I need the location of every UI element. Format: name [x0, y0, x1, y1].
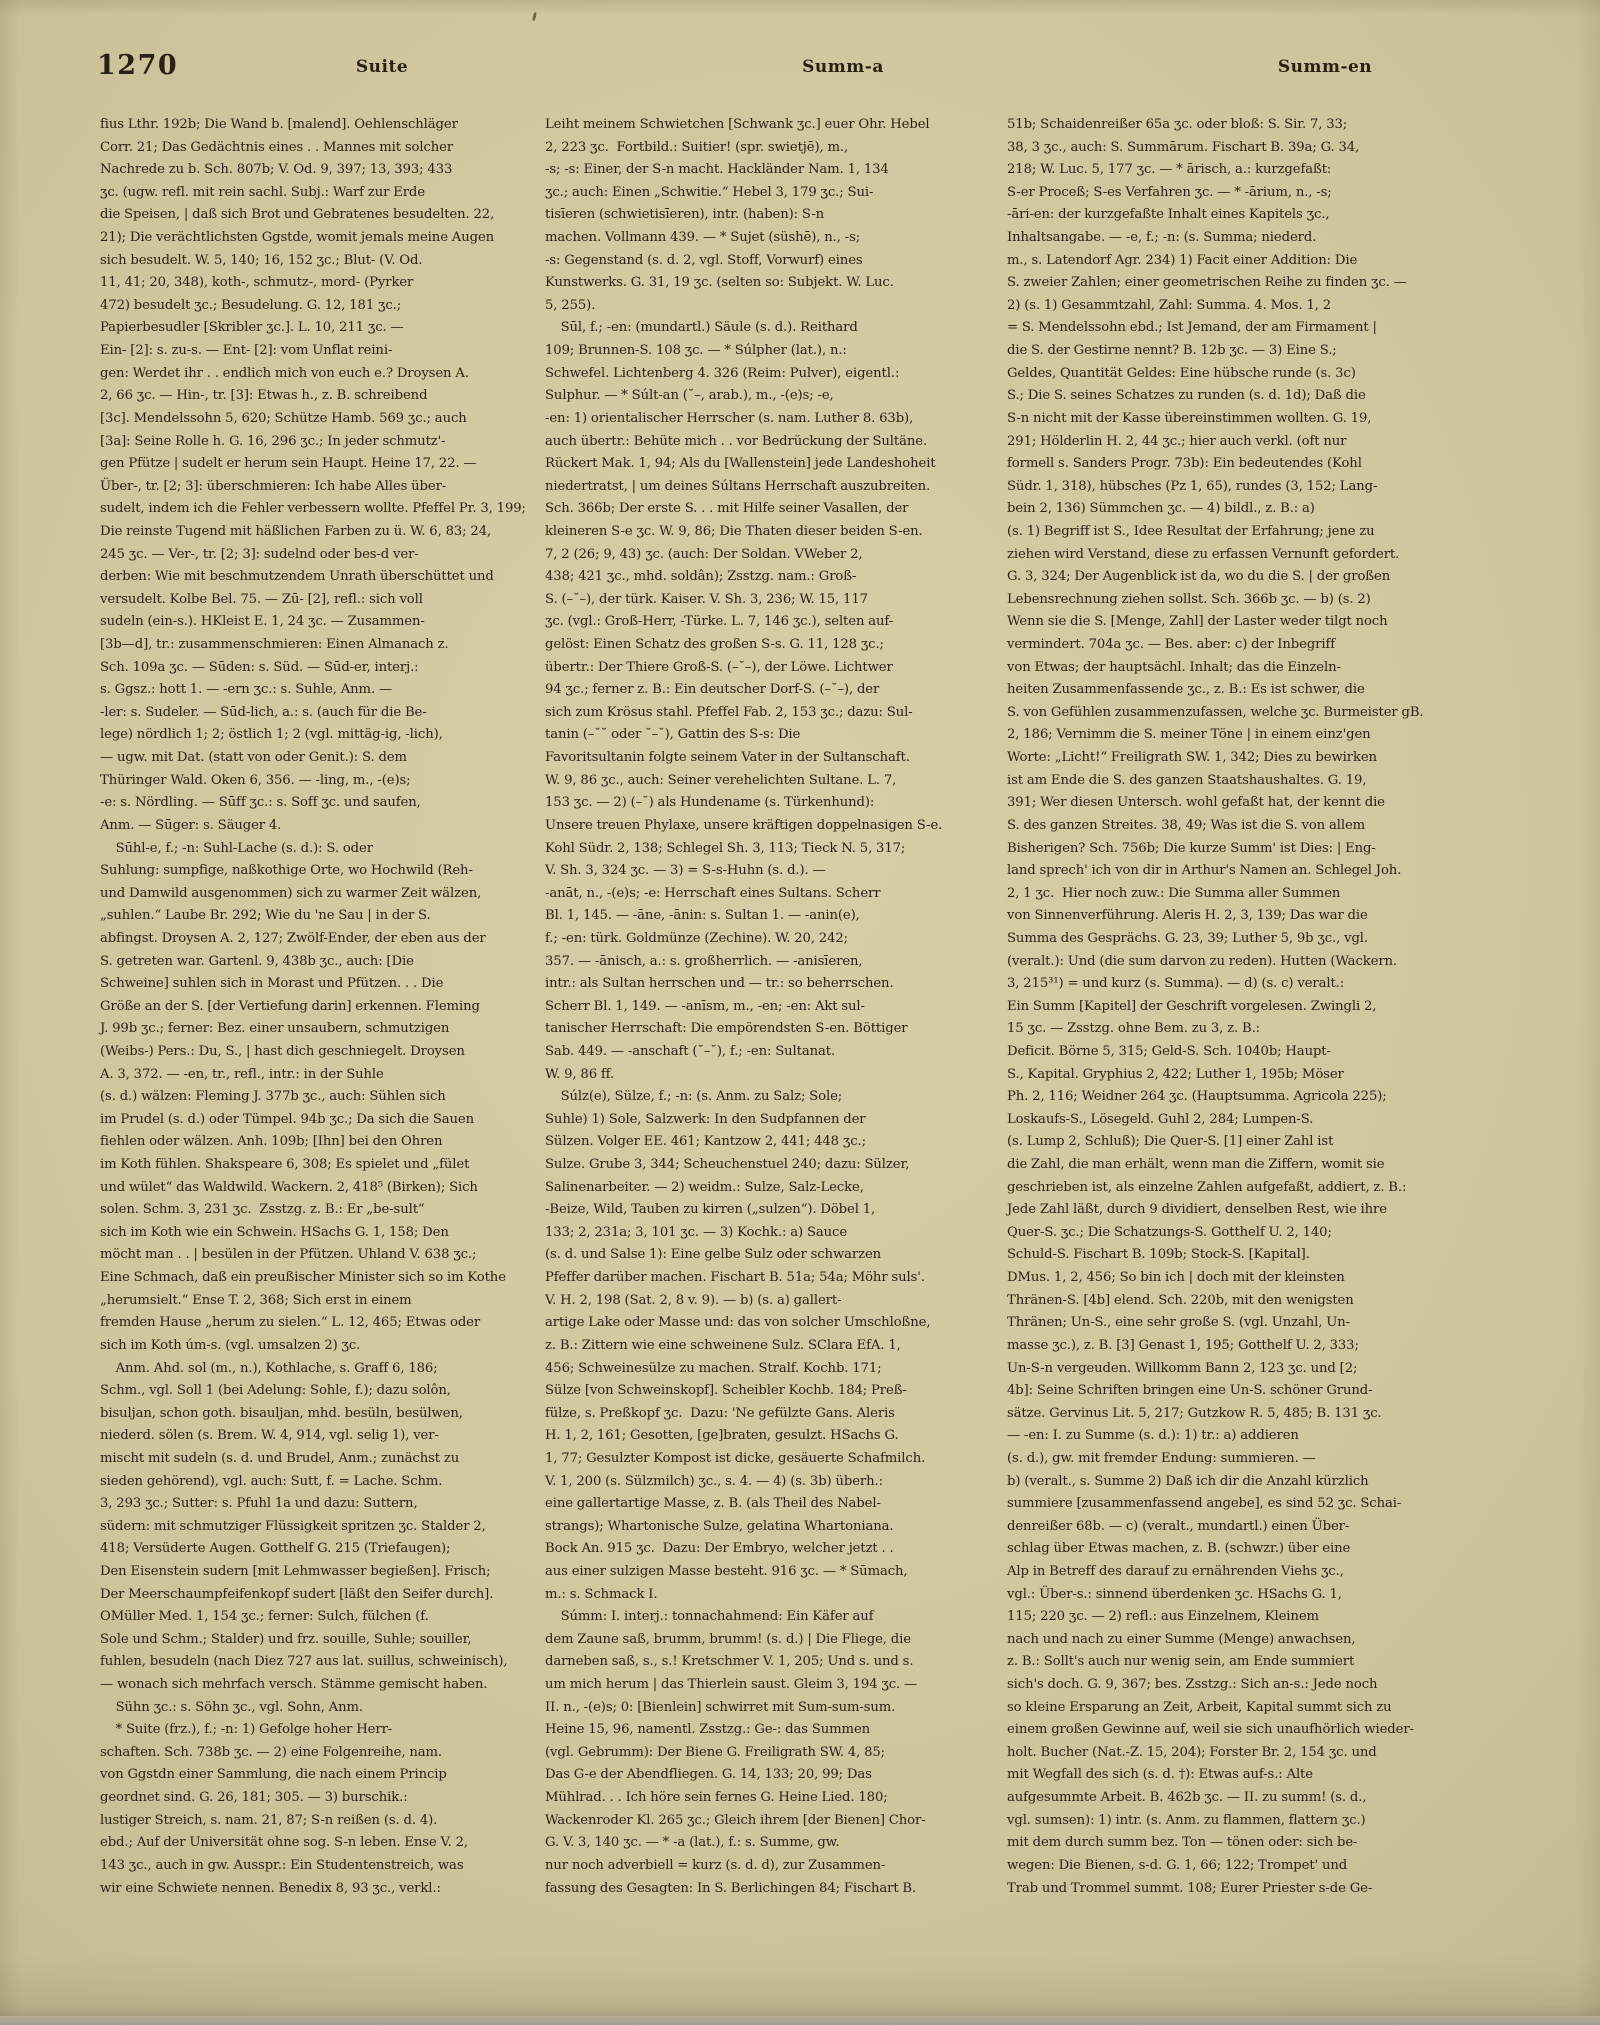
text-line: geordnet sind. G. 26, 181; 305. — 3) burschik.: — [100, 1790, 408, 1806]
text-line: II. n., -(e)s; 0: [Bienlein] schwirret mit Sum-sum-sum. — [545, 1699, 896, 1715]
text-line: Den Eisenstein sudern [mit Lehmwasser begießen]. Frisch; — [100, 1564, 491, 1579]
text-line: 153 ʒc. — 2) (–˘) als Hundename (s. Türkenhund): — [545, 795, 875, 811]
text-line: S.; Die S. seines Schatzes zu runden (s. d. 1d); Daß die — [1007, 388, 1366, 404]
text-line: Mühlrad. . . Ich höre sein fernes G. Heine Lied. 180; — [545, 1790, 888, 1806]
text-line: s. Ggsz.: hott 1. — -ern ʒc.: s. Suhle, Anm. — — [100, 682, 393, 698]
text-line: Schm., vgl. Soll 1 (bei Adelung: Sohle, f.); dazu solôn, — [100, 1383, 451, 1399]
text-line: fiehlen oder wälzen. Anh. 109b; [Ihn] bei den Ohren — [100, 1134, 443, 1150]
text-line: V. 1, 200 (s. Sülzmilch) ʒc., s. 4. — 4) (s. 3b) überh.: — [545, 1473, 883, 1489]
text-line: S. des ganzen Streites. 38, 49; Was ist die S. von allem — [1007, 817, 1366, 833]
text-line: Favoritsultanin folgte seinem Vater in der Sultanschaft. — [545, 750, 910, 766]
text-line: fius Lthr. 192b; Die Wand b. [malend]. Oehlenschläger — [100, 117, 458, 132]
text-line: wir eine Schwiete nennen. Benedix 8, 93 ʒc., verkl.: — [100, 1880, 441, 1896]
text-line: denreißer 68b. — c) (veralt., mundartl.) einen Über- — [1007, 1518, 1350, 1534]
text-line: OMüller Med. 1, 154 ʒc.; ferner: Sulch, fülchen (f. — [100, 1609, 429, 1625]
text-line: DMus. 1, 2, 456; So bin ich | doch mit der kleinsten — [1007, 1270, 1345, 1286]
text-line: Sülzen. Volger EE. 461; Kantzow 2, 441; 448 ʒc.; — [545, 1134, 866, 1150]
text-line: S. getreten war. Gartenl. 9, 438b ʒc., auch: [Die — [100, 953, 414, 969]
dictionary-column-3 — [1007, 114, 1445, 1900]
text-line: geschrieben ist, als einzelne Zahlen aufgefaßt, addiert, z. B.: — [1007, 1179, 1407, 1195]
text-line: Sülze [von Schweinskopf]. Scheibler Kochb. 184; Preß- — [545, 1383, 907, 1399]
text-line: wegen: Die Bienen, s-d. G. 1, 66; 122; Trompet' und — [1007, 1857, 1348, 1873]
text-line: Pfeffer darüber machen. Fischart B. 51a; 54a; Möhr suls'. — [545, 1270, 925, 1286]
text-line: summiere [zusammenfassend angebe], es sind 52 ʒc. Schai- — [1007, 1496, 1402, 1512]
text-line: 11, 41; 20, 348), koth-, schmutz-, mord- (Pyrker — [100, 275, 414, 291]
text-line: um mich herum | das Thierlein saust. Gleim 3, 194 ʒc. — — [545, 1677, 918, 1693]
text-line: Ein Summ [Kapitel] der Geschrift vorgelesen. Zwingli 2, — [1007, 998, 1377, 1014]
text-line: H. 1, 2, 161; Gesotten, [ge]braten, gesulzt. HSachs G. — [545, 1428, 899, 1444]
text-line: 245 ʒc. — Ver-, tr. [2; 3]: sudelnd oder bes-d ver- — [100, 546, 419, 562]
text-line: Suhlung: sumpfige, naßkothige Orte, wo Hochwild (Reh- — [100, 863, 473, 879]
text-line: mit Wegfall des sich (s. d. †): Etwas auf-s.: Alte — [1007, 1767, 1313, 1783]
text-line: Kohl Südr. 2, 138; Schlegel Sh. 3, 113; Tieck N. 5, 317; — [545, 840, 906, 856]
text-line: ʒc.; auch: Einen „Schwitie.“ Hebel 3, 179 ʒc.; Sui- — [545, 184, 874, 200]
text-line: 2, 66 ʒc. — Hin-, tr. [3]: Etwas h., z. B. schreibend — [100, 388, 428, 404]
text-line: Sulphur. — * Súlt-an (˘–, arab.), m., -(e)s; -e, — [545, 388, 834, 404]
text-line: Worte: „Licht!“ Freiligrath SW. 1, 342; Dies zu bewirken — [1007, 750, 1377, 766]
text-line: Leiht meinem Schwietchen [Schwank ʒc.] euer Ohr. Hebel — [545, 117, 930, 132]
text-line: von Etwas; der hauptsächl. Inhalt; das die Einzeln- — [1007, 659, 1341, 675]
text-line: Über-, tr. [2; 3]: überschmieren: Ich habe Alles über- — [100, 478, 447, 494]
text-line: S-n nicht mit der Kasse übereinstimmen wollten. G. 19, — [1007, 410, 1372, 426]
text-line: sieden gehörend), vgl. auch: Sutt, f. = Lache. Schm. — [100, 1473, 443, 1489]
text-line: Loskaufs-S., Lösegeld. Guhl 2, 284; Lumpen-S. — [1007, 1111, 1314, 1127]
text-line: Sulze. Grube 3, 344; Scheuchenstuel 240; dazu: Sülzer, — [545, 1157, 910, 1173]
text-line: Rückert Mak. 1, 94; Als du [Wallenstein] jede Landeshoheit — [545, 456, 936, 472]
text-line: vgl. sumsen): 1) intr. (s. Anm. zu flammen, flattern ʒc.) — [1007, 1812, 1366, 1828]
scan-bottom-edge — [0, 2016, 1600, 2025]
text-line: sich im Koth úm-s. (vgl. umsalzen 2) ʒc. — [100, 1337, 361, 1353]
text-line: -āri-en: der kurzgefaßte Inhalt eines Kapitels ʒc., — [1007, 207, 1330, 223]
text-line: möcht man . . | besülen in der Pfützen. Uhland V. 638 ʒc.; — [100, 1247, 477, 1263]
text-line: fremden Hause „herum zu sielen.“ L. 12, 465; Etwas oder — [100, 1315, 481, 1331]
text-line: [3b—d], tr.: zusammenschmieren: Einen Almanach z. — [100, 637, 449, 653]
text-line: 7, 2 (26; 9, 43) ʒc. (auch: Der Soldan. VWeber 2, — [545, 546, 863, 562]
text-line: 115; 220 ʒc. — 2) refl.: aus Einzelnem, Kleinem — [1007, 1609, 1319, 1625]
text-line: Sūl, f.; -en: (mundartl.) Säule (s. d.). Reithard — [545, 320, 858, 336]
text-line: Unsere treuen Phylaxe, unsere kräftigen doppelnasigen S-e. — [545, 817, 943, 833]
text-line: im Prudel (s. d.) oder Tümpel. 94b ʒc.; Da sich die Sauen — [100, 1111, 475, 1127]
text-line: ziehen wird Verstand, diese zu erfassen Vernunft gefordert. — [1007, 546, 1400, 562]
text-line: m.: s. Schmack I. — [545, 1586, 658, 1602]
text-line: Salinenarbeiter. — 2) weidm.: Sulze, Salz-Lecke, — [545, 1179, 864, 1195]
text-line: (vgl. Gebrumm): Der Biene G. Freiligrath SW. 4, 85; — [545, 1744, 885, 1760]
text-line: Sch. 366b; Der erste S. . . mit Hilfe seiner Vasallen, der — [545, 501, 909, 517]
text-line: sich besudelt. W. 5, 140; 16, 152 ʒc.; Blut- (V. Od. — [100, 252, 423, 268]
text-line: im Koth fühlen. Shakspeare 6, 308; Es spielet und „fület — [100, 1157, 470, 1173]
dictionary-column-2 — [545, 114, 978, 1900]
text-line: sich zum Krösus stahl. Pfeffel Fab. 2, 153 ʒc.; dazu: Sul- — [545, 704, 913, 720]
text-line: (Weibs-) Pers.: Du, S., | hast dich geschniegelt. Droysen — [100, 1043, 465, 1059]
text-line: 2, 1 ʒc. Hier noch zuw.: Die Summa aller Summen — [1007, 885, 1341, 901]
text-line: tanischer Herrschaft: Die empörendsten S-en. Böttiger — [545, 1021, 908, 1037]
text-line: bein 2, 136) Sümmchen ʒc. — 4) bildl., z. B.: a) — [1007, 501, 1315, 517]
text-line: V. H. 2, 198 (Sat. 2, 8 v. 9). — b) (s. a) gallert- — [545, 1292, 842, 1308]
text-line: Corr. 21; Das Gedächtnis eines . . Mannes mit solcher — [100, 139, 454, 155]
text-line: Sole und Schm.; Stalder) und frz. souille, Suhle; souiller, — [100, 1631, 472, 1647]
text-line: 291; Hölderlin H. 2, 44 ʒc.; hier auch verkl. (oft nur — [1007, 433, 1347, 449]
text-line: 2, 223 ʒc. Fortbild.: Suitier! (spr. swietjē), m., — [545, 139, 849, 155]
text-line: masse ʒc.), z. B. [3] Genast 1, 195; Gotthelf U. 2, 333; — [1007, 1337, 1359, 1353]
text-line: Suhle) 1) Sole, Salzwerk: In den Sudpfannen der — [545, 1111, 866, 1127]
text-line: 1, 77; Gesulzter Kompost ist dicke, gesäuerte Schafmilch. — [545, 1450, 926, 1466]
text-line: formell s. Sanders Progr. 73b): Ein bedeutendes (Kohl — [1007, 456, 1362, 472]
text-line: Sch. 109a ʒc. — Sūden: s. Süd. — Sūd-er, interj.: — [100, 659, 419, 675]
text-line: auch übertr.: Behüte mich . . vor Bedrückung der Sultäne. — [545, 433, 928, 449]
text-line: Ph. 2, 116; Weidner 264 ʒc. (Hauptsumma. Agricola 225); — [1007, 1089, 1387, 1105]
text-line: 438; 421 ʒc., mhd. soldân); Zsstzg. nam.: Groß- — [545, 569, 857, 585]
text-line: b) (veralt., s. Summe 2) Daß ich dir die Anzahl kürzlich — [1007, 1473, 1369, 1489]
text-line: land sprech' ich von dir in Arthur's Namen an. Schlegel Joh. — [1007, 863, 1402, 879]
text-line: Heine 15, 96, namentl. Zsstzg.: Ge-: das Summen — [545, 1722, 871, 1738]
text-line: Thränen; Un-S., eine sehr große S. (vgl. Unzahl, Un- — [1007, 1315, 1351, 1331]
text-line: fassung des Gesagten: In S. Berlichingen 84; Fischart B. — [545, 1880, 917, 1896]
text-line: Wackenroder Kl. 265 ʒc.; Gleich ihrem [der Bienen] Chor- — [545, 1812, 926, 1828]
text-line: Sühn ʒc.: s. Söhn ʒc., vgl. Sohn, Anm. — [100, 1699, 363, 1715]
text-line: Súlz(e), Sülze, f.; -n: (s. Anm. zu Salz; Sole; — [545, 1089, 843, 1105]
text-line: sich im Koth wie ein Schwein. HSachs G. 1, 158; Den — [100, 1224, 449, 1240]
text-line: -anāt, n., -(e)s; -e: Herrschaft eines Sultans. Scherr — [545, 885, 881, 901]
text-line: kleineren S-e ʒc. W. 9, 86; Die Thaten dieser beiden S-en. — [545, 523, 923, 539]
text-line: gelöst: Einen Schatz des großen S-s. G. 11, 128 ʒc.; — [545, 637, 884, 653]
text-line: 218; W. Luc. 5, 177 ʒc. — * ārisch, a.: kurzgefaßt: — [1007, 162, 1332, 178]
catchword-suite: Suite — [355, 57, 409, 77]
text-line: z. B.: Zittern wie eine schweinene Sulz. SClara EfA. 1, — [545, 1337, 901, 1353]
text-line: W. 9, 86 ff. — [545, 1066, 615, 1082]
text-line: 2) (s. 1) Gesammtzahl, Zahl: Summa. 4. Mos. 1, 2 — [1007, 297, 1332, 313]
text-line: südern: mit schmutziger Flüssigkeit spritzen ʒc. Stalder 2, — [100, 1518, 486, 1534]
text-line: Jede Zahl läßt, durch 9 dividiert, denselben Rest, wie ihre — [1007, 1202, 1387, 1218]
text-line: sich's doch. G. 9, 367; bes. Zsstzg.: Sich an-s.: Jede noch — [1007, 1677, 1378, 1693]
text-line: 2, 186; Vernimm die S. meiner Töne | in einem einz'gen — [1007, 727, 1371, 743]
text-line: abfingst. Droysen A. 2, 127; Zwölf-Ender, der eben aus der — [100, 930, 486, 946]
text-line: G. 3, 324; Der Augenblick ist da, wo du die S. | der großen — [1007, 569, 1391, 585]
text-line: Größe an der S. [der Vertiefung darin] erkennen. Fleming — [100, 998, 480, 1014]
text-line: eine gallertartige Masse, z. B. (als Theil des Nabel- — [545, 1496, 881, 1512]
text-line: G. V. 3, 140 ʒc. — * -a (lat.), f.: s. Summe, gw. — [545, 1835, 840, 1851]
text-line: derben: Wie mit beschmutzendem Unrath überschüttet und — [100, 569, 494, 585]
text-line: -en: 1) orientalischer Herrscher (s. nam. Luther 8. 63b), — [545, 410, 914, 426]
text-line: Wenn sie die S. [Menge, Zahl] der Laster weder tilgt noch — [1007, 614, 1388, 630]
text-line: versudelt. Kolbe Bel. 75. — Zū- [2], refl.: sich voll — [100, 591, 423, 607]
text-line: Un-S-n vergeuden. Willkomm Bann 2, 123 ʒc. und [2; — [1007, 1360, 1358, 1376]
text-line: Nachrede zu b. Sch. 807b; V. Od. 9, 397; 13, 393; 433 — [100, 162, 453, 178]
text-line: 472) besudelt ʒc.; Besudelung. G. 12, 181 ʒc.; — [100, 297, 402, 313]
text-line: S-er Proceß; S-es Verfahren ʒc. — * -ārium, n., -s; — [1007, 184, 1332, 200]
text-line: übertr.: Der Thiere Groß-S. (–˘–), der Löwe. Lichtwer — [545, 659, 893, 675]
text-line: (veralt.): Und (die sum darvon zu reden). Hutten (Wackern. — [1007, 953, 1398, 969]
text-line: Der Meerschaumpfeifenkopf sudert [läßt den Seifer durch]. — [100, 1586, 494, 1602]
text-line: W. 9, 86 ʒc., auch: Seiner verehelichten Sultane. L. 7, — [545, 772, 897, 788]
text-line: Quer-S. ʒc.; Die Schatzungs-S. Gotthelf U. 2, 140; — [1007, 1224, 1332, 1240]
text-line: 5, 255). — [545, 297, 596, 313]
text-line: „herumsielt.“ Ense T. 2, 368; Sich erst in einem — [100, 1292, 412, 1308]
text-line: gen Pfütze | sudelt er herum sein Haupt. Heine 17, 22. — — [100, 456, 477, 472]
text-line: 38, 3 ʒc., auch: S. Summārum. Fischart B. 39a; G. 34, — [1007, 139, 1360, 155]
dictionary-column-1 — [100, 114, 533, 1900]
text-line: 4b]: Seine Schriften bringen eine Un-S. schöner Grund- — [1007, 1383, 1373, 1399]
text-line: und wület“ das Waldwild. Wackern. 2, 418⁵ (Birken); Sich — [100, 1179, 478, 1195]
text-line: Eine Schmach, daß ein preußischer Minister sich so im Kothe — [100, 1270, 506, 1286]
text-line: -ler: s. Sudeler. — Sūd-lich, a.: s. (auch für die Be- — [100, 704, 427, 720]
text-line: so kleine Ersparung an Zeit, Arbeit, Kapital summt sich zu — [1007, 1699, 1392, 1715]
text-line: Inhaltsangabe. — -e, f.; -n: (s. Summa; niederd. — [1007, 230, 1317, 246]
text-line: 109; Brunnen-S. 108 ʒc. — * Súlpher (lat.), n.: — [545, 343, 847, 359]
text-line: m., s. Latendorf Agr. 234) 1) Facit einer Addition: Die — [1007, 252, 1358, 268]
text-line: Alp in Betreff des darauf zu ernährenden Viehs ʒc., — [1007, 1564, 1344, 1579]
catchword-summ-en: Summ-en — [1277, 57, 1373, 77]
text-line: Trab und Trommel summt. 108; Eurer Priester s-de Ge- — [1007, 1880, 1373, 1896]
text-line: „suhlen.“ Laube Br. 292; Wie du 'ne Sau | in der S. — [100, 908, 431, 924]
text-line: schlag über Etwas machen, z. B. (schwzr.) über eine — [1007, 1541, 1351, 1557]
text-line: artige Lake oder Masse und: das von solcher Umschloßne, — [545, 1315, 931, 1331]
text-line: (s. Lump 2, Schluß); Die Quer-S. [1] einer Zahl ist — [1007, 1134, 1334, 1150]
text-line: [3c]. Mendelssohn 5, 620; Schütze Hamb. 569 ʒc.; auch — [100, 410, 467, 426]
text-line: ʒc. (vgl.: Groß-Herr, -Türke. L. 7, 146 ʒc.), selten auf- — [545, 614, 894, 630]
text-line: solen. Schm. 3, 231 ʒc. Zsstzg. z. B.: Er „be-sult“ — [100, 1202, 425, 1218]
text-line: Die reinste Tugend mit häßlichen Farben zu ü. W. 6, 83; 24, — [100, 523, 492, 539]
text-line: fülze, s. Preßkopf ʒc. Dazu: 'Ne gefülzte Gans. Aleris — [545, 1405, 895, 1421]
text-line: mischt mit sudeln (s. d. und Brudel, Anm.; zunächst zu — [100, 1450, 460, 1466]
text-line: Anm. — Sūger: s. Säuger 4. — [100, 817, 282, 833]
text-line: aus einer sulzigen Masse besteht. 916 ʒc. — * Sūmach, — [545, 1564, 908, 1579]
text-line: dem Zaune saß, brumm, brumm! (s. d.) | Die Fliege, die — [545, 1631, 911, 1647]
text-line: Sab. 449. — -anschaft (˘–˘), f.; -en: Sultanat. — [545, 1043, 836, 1059]
text-line: strangs); Whartonische Sulze, gelatina Whartoniana. — [545, 1518, 894, 1534]
text-line: fuhlen, besudeln (nach Diez 727 aus lat. suillus, schweinisch), — [100, 1654, 508, 1670]
text-line: Kunstwerks. G. 31, 19 ʒc. (selten so: Subjekt. W. Luc. — [545, 275, 894, 291]
ink-speck — [532, 12, 537, 21]
text-line: -s: Gegenstand (s. d. 2, vgl. Stoff, Vorwurf) eines — [545, 252, 863, 268]
text-line: Ein- [2]: s. zu-s. — Ent- [2]: vom Unflat reini- — [100, 343, 393, 359]
text-line: sudelt, indem ich die Fehler verbessern wollte. Pfeffel Pr. 3, 199; — [100, 501, 526, 517]
text-line: Sūhl-e, f.; -n: Suhl-Lache (s. d.): S. oder — [100, 840, 373, 856]
text-line: aufgesummte Arbeit. B. 462b ʒc. — II. zu summ! (s. d., — [1007, 1790, 1367, 1806]
text-line: 391; Wer diesen Untersch. wohl gefaßt hat, der kennt die — [1007, 795, 1385, 811]
text-line: von Ggstdn einer Sammlung, die nach einem Princip — [100, 1767, 447, 1783]
text-line: * Suite (frz.), f.; -n: 1) Gefolge hoher Herr- — [100, 1722, 393, 1738]
text-line: S. zweier Zahlen; einer geometrischen Reihe zu finden ʒc. — — [1007, 275, 1407, 291]
text-line: (s. d. und Salse 1): Eine gelbe Sulz oder schwarzen — [545, 1247, 882, 1263]
text-line: sudeln (ein-s.). HKleist E. 1, 24 ʒc. — Zusammen- — [100, 614, 425, 630]
text-line: holt. Bucher (Nat.-Z. 15, 204); Forster Br. 2, 154 ʒc. und — [1007, 1744, 1377, 1760]
text-line: (s. d.), gw. mit fremder Endung: summieren. — — [1007, 1450, 1316, 1466]
text-line: = S. Mendelssohn ebd.; Ist Jemand, der am Firmament | — [1007, 320, 1377, 336]
text-line: Schweine] suhlen sich in Morast und Pfützen. . . Die — [100, 976, 444, 992]
text-line: vermindert. 704a ʒc. — Bes. aber: c) der Inbegriff — [1007, 637, 1336, 653]
text-line: 3, 215³¹) = und kurz (s. Summa). — d) (s. c) veralt.: — [1007, 976, 1345, 992]
text-line: — -en: I. zu Summe (s. d.): 1) tr.: a) addieren — [1007, 1428, 1299, 1444]
text-line: die Speisen, | daß sich Brot und Gebratenes besudelten. 22, — [100, 207, 495, 223]
text-line: vgl.: Über-s.: sinnend überdenken ʒc. HSachs G. 1, — [1007, 1586, 1342, 1602]
text-line: nach und nach zu einer Summe (Menge) anwachsen, — [1007, 1631, 1356, 1647]
text-line: J. 99b ʒc.; ferner: Bez. einer unsaubern, schmutzigen — [100, 1021, 450, 1037]
text-line: die S. der Gestirne nennt? B. 12b ʒc. — 3) Eine S.; — [1007, 343, 1337, 359]
text-line: intr.: als Sultan herrschen und — tr.: so beherrschen. — [545, 976, 894, 992]
text-line: z. B.: Sollt's auch nur wenig sein, am Ende summiert — [1007, 1654, 1355, 1670]
text-line: machen. Vollmann 439. — * Sujet (süshē), n., -s; — [545, 230, 861, 246]
text-line: Deficit. Börne 5, 315; Geld-S. Sch. 1040b; Haupt- — [1007, 1043, 1331, 1059]
text-line: ʒc. (ugw. refl. mit rein sachl. Subj.: Warf zur Erde — [100, 184, 425, 200]
text-line: S. (–˘–), der türk. Kaiser. V. Sh. 3, 236; W. 15, 117 — [545, 591, 868, 607]
text-line: niederd. sölen (s. Brem. W. 4, 914, vgl. selig 1), ver- — [100, 1428, 439, 1444]
text-line: Thüringer Wald. Oken 6, 356. — -ling, m., -(e)s; — [100, 772, 411, 788]
text-line: -s; -s: Einer, der S-n macht. Hackländer Nam. 1, 134 — [545, 162, 889, 178]
text-line: — ugw. mit Dat. (statt von oder Genit.): S. dem — [100, 750, 407, 766]
text-line: mit dem durch summ bez. Ton — tönen oder: sich be- — [1007, 1835, 1358, 1851]
text-line: einem großen Gewinne auf, weil sie sich unaufhörlich wieder- — [1007, 1722, 1414, 1738]
text-line: Geldes, Quantität Geldes: Eine hübsche runde (s. 3c) — [1007, 365, 1356, 381]
text-line: Schwefel. Lichtenberg 4. 326 (Reim: Pulver), eigentl.: — [545, 365, 900, 381]
text-line: bisuljan, schon goth. bisauljan, mhd. besüln, besülwen, — [100, 1405, 463, 1421]
text-line: 21); Die verächtlichsten Ggstde, womit jemals meine Augen — [100, 230, 495, 246]
text-line: ist am Ende die S. des ganzen Staatshaushaltes. G. 19, — [1007, 772, 1367, 788]
text-line: Bock An. 915 ʒc. Dazu: Der Embryo, welcher jetzt . . — [545, 1541, 894, 1557]
text-line: Lebensrechnung ziehen sollst. Sch. 366b ʒc. — b) (s. 2) — [1007, 591, 1371, 607]
text-line: Thränen-S. [4b] elend. Sch. 220b, mit den wenigsten — [1007, 1292, 1354, 1308]
text-line: heiten Zusammenfassende ʒc., z. B.: Es ist schwer, die — [1007, 682, 1365, 698]
text-line: Súmm: I. interj.: tonnachahmend: Ein Käfer auf — [545, 1609, 874, 1625]
text-line: 15 ʒc. — Zsstzg. ohne Bem. zu 3, z. B.: — [1007, 1021, 1261, 1037]
text-line: darneben saß, s., s.! Kretschmer V. 1, 205; Und s. und s. — [545, 1654, 914, 1670]
text-line: Summa des Gesprächs. G. 23, 39; Luther 5, 9b ʒc., vgl. — [1007, 930, 1369, 946]
text-line: und Damwild ausgenommen) sich zu warmer Zeit wälzen, — [100, 885, 482, 901]
text-line: nur noch adverbiell = kurz (s. d. d), zur Zusammen- — [545, 1857, 886, 1873]
text-line: tisīeren (schwietisīeren), intr. (haben): S-n — [545, 207, 825, 223]
text-line: 143 ʒc., auch in gw. Ausspr.: Ein Studentenstreich, was — [100, 1857, 464, 1873]
text-line: -Beize, Wild, Tauben zu kirren („sulzen“). Döbel 1, — [545, 1202, 876, 1218]
catchword-summ-a: Summ-a — [802, 57, 884, 77]
text-line: 3, 293 ʒc.; Sutter: s. Pfuhl 1a und dazu: Suttern, — [100, 1496, 418, 1512]
text-line: Scherr Bl. 1, 149. — -anīsm, m., -en; -en: Akt sul- — [545, 998, 865, 1014]
text-line: niedertratst, | um deines Súltans Herrschaft auszubreiten. — [545, 478, 931, 494]
text-line: die Zahl, die man erhält, wenn man die Ziffern, womit sie — [1007, 1157, 1385, 1173]
text-line: schaften. Sch. 738b ʒc. — 2) eine Folgenreihe, nam. — [100, 1744, 442, 1760]
text-line: von Sinnenverführung. Aleris H. 2, 3, 139; Das war die — [1007, 908, 1368, 924]
text-line: S. von Gefühlen zusammenzufassen, welche ʒc. Burmeister gB. — [1007, 704, 1424, 720]
text-line: (s. 1) Begriff ist S., Idee Resultat der Erfahrung; jene zu — [1007, 523, 1375, 539]
text-line: V. Sh. 3, 324 ʒc. — 3) = S-s-Huhn (s. d.). — — [545, 863, 826, 879]
text-line: Schuld-S. Fischart B. 109b; Stock-S. [Kapital]. — [1007, 1247, 1310, 1263]
text-line: Das G-e der Abendfliegen. G. 14, 133; 20, 99; Das — [545, 1767, 872, 1783]
text-line: -e: s. Nördling. — Sūff ʒc.: s. Soff ʒc. und saufen, — [100, 795, 421, 811]
text-line: tanin (–˘˘ oder ˘–˘), Gattin des S-s: Die — [545, 727, 801, 743]
text-line: [3a]: Seine Rolle h. G. 16, 296 ʒc.; In jeder schmutz'- — [100, 433, 446, 449]
text-line: Bl. 1, 145. — -āne, -ānin: s. Sultan 1. — -anin(e), — [545, 908, 860, 924]
text-line: sätze. Gervinus Lit. 5, 217; Gutzkow R. 5, 485; B. 131 ʒc. — [1007, 1405, 1382, 1421]
text-line: 51b; Schaidenreißer 65a ʒc. oder bloß: S. Sir. 7, 33; — [1007, 117, 1348, 132]
text-line: gen: Werdet ihr . . endlich mich von euch e.? Droysen A. — [100, 365, 469, 381]
text-line: 456; Schweinesülze zu machen. Stralf. Kochb. 171; — [545, 1360, 882, 1376]
text-line: ebd.; Auf der Universität ohne sog. S-n leben. Ense V. 2, — [100, 1835, 468, 1851]
text-line: (s. d.) wälzen: Fleming J. 377b ʒc., auch: Sühlen sich — [100, 1089, 446, 1105]
text-line: 357. — -ānisch, a.: s. großherrlich. — -anisīeren, — [545, 953, 863, 969]
text-line: lustiger Streich, s. nam. 21, 87; S-n reißen (s. d. 4). — [100, 1812, 438, 1828]
text-line: Anm. Ahd. sol (m., n.), Kothlache, s. Graff 6, 186; — [100, 1360, 438, 1376]
text-line: A. 3, 372. — -en, tr., refl., intr.: in der Suhle — [100, 1066, 384, 1082]
text-line: lege) nördlich 1; 2; östlich 1; 2 (vgl. mittäg-ig, -lich), — [100, 727, 443, 743]
text-line: S., Kapital. Gryphius 2, 422; Luther 1, 195b; Möser — [1007, 1066, 1344, 1082]
text-line: Papierbesudler [Skribler ʒc.]. L. 10, 211 ʒc. — — [100, 320, 404, 336]
page-number: 1270 — [97, 50, 179, 81]
text-line: 133; 2, 231a; 3, 101 ʒc. — 3) Kochk.: a) Sauce — [545, 1224, 848, 1240]
text-line: f.; -en: türk. Goldmünze (Zechine). W. 20, 242; — [545, 930, 849, 946]
text-line: — wonach sich mehrfach versch. Stämme gemischt haben. — [100, 1677, 488, 1693]
text-line: Südr. 1, 318), hübsches (Pz 1, 65), rundes (3, 152; Lang- — [1007, 478, 1378, 494]
text-line: 94 ʒc.; ferner z. B.: Ein deutscher Dorf-S. (–˘–), der — [545, 682, 880, 698]
text-line: 418; Versüderte Augen. Gotthelf G. 215 (Triefaugen); — [100, 1541, 451, 1557]
text-line: Bisherigen? Sch. 756b; Die kurze Summ' ist Dies: | Eng- — [1007, 840, 1376, 856]
